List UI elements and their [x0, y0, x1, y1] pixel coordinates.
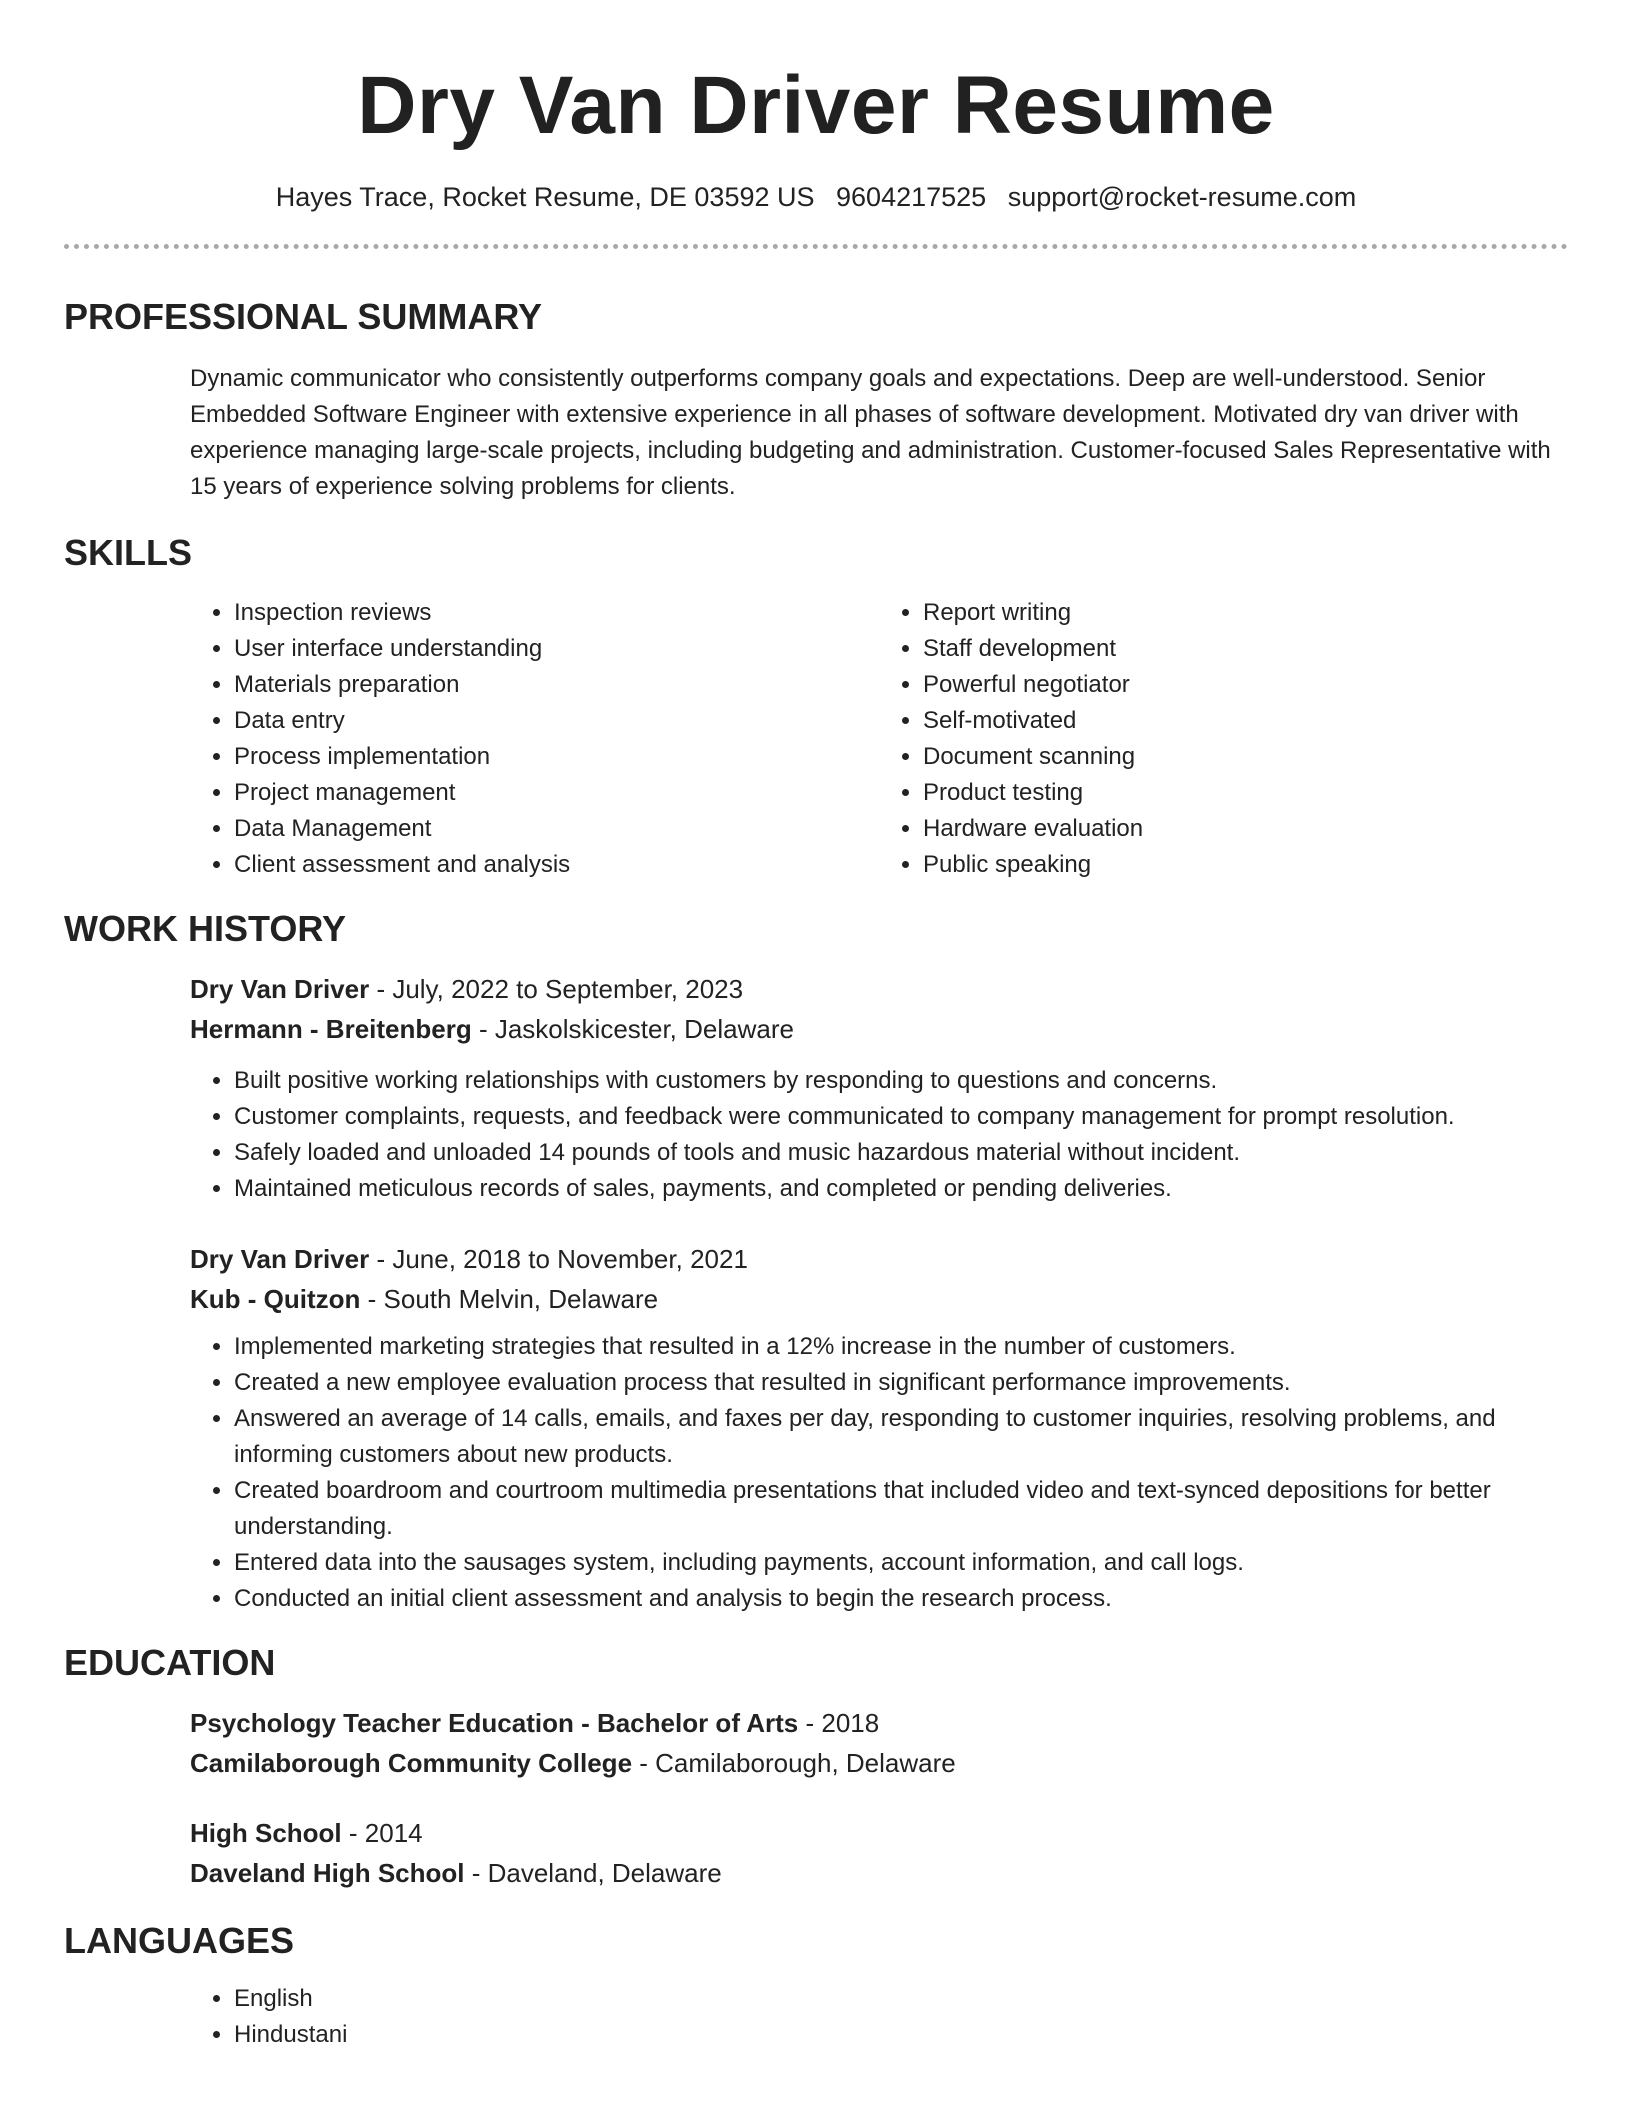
contact-email: support@rocket-resume.com — [1007, 182, 1357, 212]
job-dates: - June, 2018 to November, 2021 — [369, 1244, 748, 1274]
job-bullet: • Safely loaded and unloaded 14 pounds of tools and music hazardous material without incident. — [234, 1135, 1568, 1171]
job-dates: - July, 2022 to September, 2023 — [369, 974, 744, 1004]
job-company-line — [190, 1279, 1568, 1319]
summary-text: Dynamic communicator who consistently outperforms company goals and expectations. Deep are well-understood. Senior Embedded Software Engineer with extensive experience in all phases of software development. Motivated dry van driver with experience managing large-scale projects, including budgeting and administration. Customer-focused Sales Representative with 15 years of experience solving problems for clients. — [190, 365, 1551, 500]
job-entry — [190, 1239, 1568, 1617]
summary-heading: PROFESSIONAL SUMMARY — [64, 296, 543, 337]
job-bullet: • Entered data into the sausages system, including payments, account information, and call logs. — [234, 1545, 1568, 1581]
skills-heading: SKILLS — [64, 532, 193, 573]
job-title: Dry Van Driver — [190, 974, 370, 1004]
skill-item: • Self-motivated — [923, 703, 1568, 739]
education-degree: High School — [190, 1818, 342, 1848]
job-company-line — [190, 1009, 1568, 1049]
education-degree-line — [190, 1703, 1568, 1743]
job-bullet: • Conducted an initial client assessment and analysis to begin the research process. — [234, 1581, 1568, 1617]
skills-grid — [190, 595, 1568, 883]
job-bullet: • Created boardroom and courtroom multimedia presentations that included video and text-synced depositions for better understanding. — [234, 1473, 1568, 1545]
job-title-line — [190, 969, 1568, 1009]
languages-list — [190, 1981, 1568, 2053]
job-entry — [190, 969, 1568, 1207]
contact-line — [64, 180, 1568, 214]
education-school: Camilaborough Community College — [190, 1748, 633, 1778]
skills-left-column — [190, 595, 879, 883]
languages-section — [64, 1919, 1568, 2053]
skill-item: • Data entry — [234, 703, 879, 739]
contact-phone: 9604217525 — [836, 182, 987, 212]
job-bullet: • Implemented marketing strategies that resulted in a 12% increase in the number of customers. — [234, 1329, 1568, 1365]
job-bullets — [190, 1329, 1568, 1617]
skill-item: • Product testing — [923, 775, 1568, 811]
job-bullet: • Customer complaints, requests, and feedback were communicated to company management for prompt resolution. — [234, 1099, 1568, 1135]
job-location: - South Melvin, Delaware — [360, 1284, 659, 1314]
resume-title: Dry Van Driver Resume — [357, 60, 1275, 151]
job-company: Kub - Quitzon — [190, 1284, 361, 1314]
education-heading: EDUCATION — [64, 1642, 276, 1683]
education-year: - 2014 — [341, 1818, 423, 1848]
job-bullets — [190, 1063, 1568, 1207]
work-history-section — [64, 907, 1568, 1617]
language-item: • Hindustani — [234, 2017, 1568, 2053]
skills-section — [64, 531, 1568, 883]
job-title-line — [190, 1239, 1568, 1279]
education-entry — [190, 1703, 1568, 1783]
job-bullet: • Answered an average of 14 calls, emails, and faxes per day, responding to customer inquiries, resolving problems, and informing customers about new products. — [234, 1401, 1568, 1473]
languages-heading: LANGUAGES — [64, 1920, 295, 1961]
contact-address: Hayes Trace, Rocket Resume, DE 03592 US — [275, 182, 815, 212]
job-bullet: • Created a new employee evaluation process that resulted in significant performance improvements. — [234, 1365, 1568, 1401]
skill-item: • Materials preparation — [234, 667, 879, 703]
education-location: - Camilaborough, Delaware — [632, 1748, 956, 1778]
skill-item: • Document scanning — [923, 739, 1568, 775]
resume-page — [64, 0, 1568, 2053]
header-divider — [64, 244, 1568, 249]
job-bullet: • Maintained meticulous records of sales, payments, and completed or pending deliveries. — [234, 1171, 1568, 1207]
education-section — [64, 1641, 1568, 1893]
education-degree: Psychology Teacher Education - Bachelor of Arts — [190, 1708, 799, 1738]
education-location: - Daveland, Delaware — [464, 1858, 722, 1888]
skills-right-column — [879, 595, 1568, 883]
skill-item: • Report writing — [923, 595, 1568, 631]
education-school-line — [190, 1743, 1568, 1783]
education-school-line — [190, 1853, 1568, 1893]
skill-item: • Powerful negotiator — [923, 667, 1568, 703]
work-history-heading: WORK HISTORY — [64, 908, 347, 949]
education-degree-line — [190, 1813, 1568, 1853]
language-item: • English — [234, 1981, 1568, 2017]
education-school: Daveland High School — [190, 1858, 465, 1888]
job-location: - Jaskolskicester, Delaware — [471, 1014, 794, 1044]
skill-item: • Staff development — [923, 631, 1568, 667]
summary-section — [64, 295, 1568, 505]
skill-item: • Inspection reviews — [234, 595, 879, 631]
education-entry — [190, 1813, 1568, 1893]
skill-item: • Data Management — [234, 811, 879, 847]
skill-item: • Hardware evaluation — [923, 811, 1568, 847]
job-bullet: • Built positive working relationships with customers by responding to questions and concerns. — [234, 1063, 1568, 1099]
skill-item: • Process implementation — [234, 739, 879, 775]
skill-item: • User interface understanding — [234, 631, 879, 667]
job-company: Hermann - Breitenberg — [190, 1014, 472, 1044]
job-title: Dry Van Driver — [190, 1244, 370, 1274]
skill-item: • Client assessment and analysis — [234, 847, 879, 883]
skill-item: • Public speaking — [923, 847, 1568, 883]
skill-item: • Project management — [234, 775, 879, 811]
education-year: - 2018 — [798, 1708, 880, 1738]
